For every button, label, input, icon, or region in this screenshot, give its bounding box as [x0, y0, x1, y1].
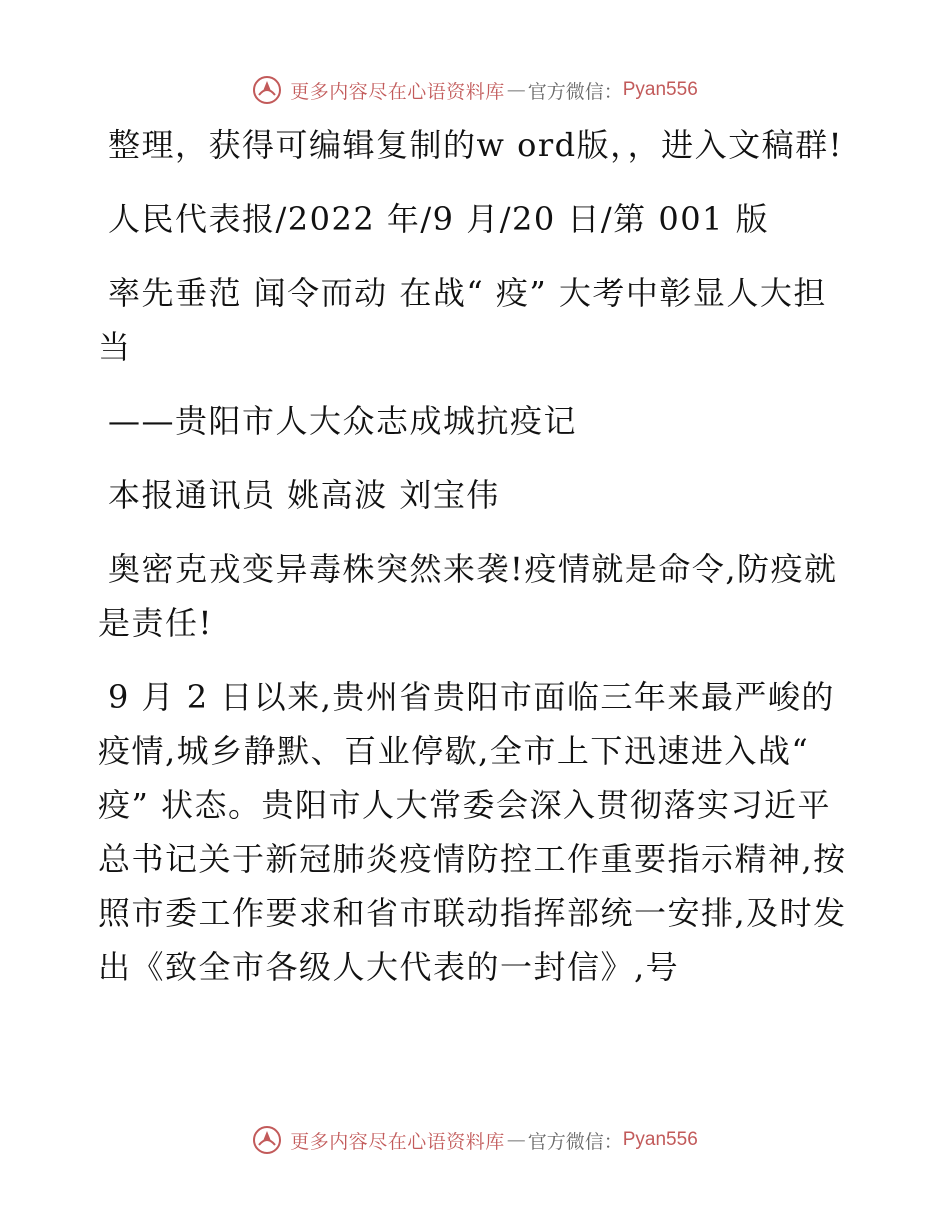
watermark-dash: —	[506, 1129, 526, 1151]
article-subtitle: ——贵阳市人大众志成城抗疫记	[108, 402, 578, 440]
watermark-site-text: 更多内容尽在心语资料库	[290, 80, 505, 103]
book-pen-logo-icon	[252, 1125, 282, 1155]
document-body	[98, 118, 858, 1014]
article-title: 率先垂范 闻令而动 在战“ 疫” 大考中彰显人大担当	[98, 274, 827, 366]
watermark-dash: —	[506, 79, 526, 101]
watermark-wechat-id: Pyan556	[622, 79, 698, 100]
watermark-site-text: 更多内容尽在心语资料库	[290, 1130, 505, 1153]
watermark-wechat-id: Pyan556	[622, 1129, 698, 1150]
book-pen-logo-icon	[252, 75, 282, 105]
watermark-wechat-label: 官方微信：	[527, 80, 623, 103]
publication-line: 人民代表报/2022 年/9 月/20 日/第 001 版	[108, 200, 770, 238]
body-paragraph: 9 月 2 日以来,贵州省贵阳市面临三年来最严峻的疫情,城乡静默、百业停歇,全市上下迅速进入战“ 疫” 状态。贵阳市人大常委会深入贯彻落实习近平总书记关于新冠肺炎疫情防控工作重要指示精神,按照市委工作要求和省市联动指挥部统一安排,及时发出《致全市各级人大代表的一封信》,号	[98, 678, 847, 986]
article-byline: 本报通讯员 姚高波 刘宝伟	[108, 476, 500, 514]
watermark-wechat-label: 官方微信：	[527, 1130, 623, 1153]
body-paragraph: 奥密克戎变异毒株突然来袭!疫情就是命令,防疫就是责任!	[98, 550, 838, 642]
footer-watermark	[0, 1120, 950, 1160]
header-watermark	[0, 70, 950, 110]
intro-paragraph: 整理，获得可编辑复制的w ord版，，进入文稿群!	[108, 126, 843, 164]
